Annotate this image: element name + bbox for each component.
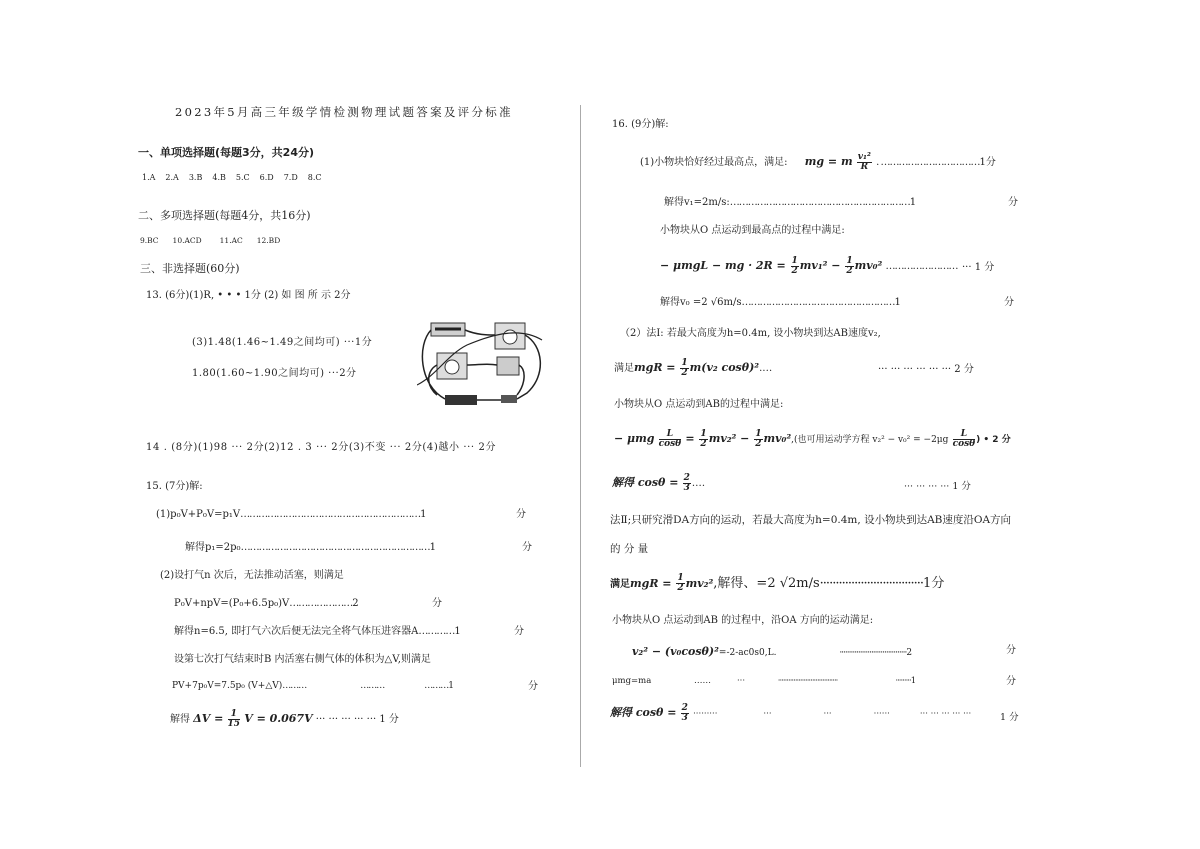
q16-line2: 解得v₁=2m/s:……………………………………………………1 — [664, 197, 917, 208]
q15-line4: P₀V+npV=(P₀+6.5p₀)V…………………2 — [174, 598, 359, 609]
q16-line2-unit: 分 — [1008, 197, 1018, 208]
q15-line5: 解得n=6.5, 即打气六次后便无法完全将气体压进容器A…………1 — [174, 626, 461, 637]
answer: 1.A — [142, 173, 156, 182]
section-1-heading: 一、单项选择题(每题3分，共24分) — [138, 146, 315, 159]
answer: 8.C — [307, 173, 322, 182]
q14-line: 14 . (8分)(1)98 ··· 2分(2)12 . 3 ··· 2分(3)不变 ··· 2分(4)越小 ··· 2分 — [146, 442, 497, 453]
q15-line6: 设第七次打气结束时B 内活塞右侧气体的体积为△V,则满足 — [174, 654, 431, 665]
q16-line4-score: ··· 1 分 — [962, 262, 995, 273]
section-2-answers — [140, 236, 280, 245]
q16-line11: 法Ⅱ;只研究滑DA方向的运动，若最大高度为h=0.4m, 设小物块到达AB速度沿OA方向 — [610, 514, 1012, 526]
q15-line1-unit: 分 — [516, 509, 526, 520]
switch — [501, 395, 517, 403]
q16-line4: − μmgL − mg · 2R = $\frac{1}{2}$ mv₁² − $\frac{1}{2}$ mv₀² …………………… — [660, 256, 958, 276]
q15-heading: 15. (7分)解: — [146, 481, 203, 492]
q16-line3: 小物块从O 点运动到最高点的过程中满足: — [660, 225, 845, 236]
q15-line4-unit: 分 — [432, 598, 442, 609]
q16-line10: 解得 cosθ = $\frac{2}{3}$ .… — [612, 473, 706, 493]
q15-line1: (1)p₀V+P₀V=p₁V……………………………………………………1 — [156, 509, 427, 520]
q13-line3: 1.80(1.60~1.90之间均可) ···2分 — [192, 368, 357, 379]
q15-line3: (2)设打气n 次后，无法推动活塞，则满足 — [160, 570, 344, 581]
q15-line2: 解得p₁=2p₀………………………………………………………1 — [185, 542, 436, 553]
q16-line8: 小物块从O 点运动到AB的过程中满足: — [614, 399, 784, 410]
circuit-diagram — [417, 315, 547, 410]
q16-line17: 解得 cosθ = $\frac{2}{3}$ ········· ··· ··· ······ ··· ··· ··· ··· ··· — [610, 703, 972, 723]
q16-line15-unit: 分 — [1006, 645, 1016, 656]
section-3-heading: 三、非选择题(60分) — [140, 262, 240, 275]
q16-line16-unit: 分 — [1006, 676, 1016, 687]
answer: 2.A — [165, 173, 179, 182]
q15-line8: 解得 ΔV = $\frac{1}{15}$ V = 0.067V ··· ··· ··· ··· ··· 1 分 — [170, 709, 399, 729]
page-title: 2023年5月高三年级学情检测物理试题答案及评分标准 — [175, 105, 513, 119]
q16-line17-score: 1 分 — [1000, 712, 1019, 723]
q15-line7: PV+7p₀V=7.5p₀ (V+△V)……… ……… ………1 — [172, 681, 454, 691]
q13-line2: (3)1.48(1.46~1.49之间均可) ···1分 — [192, 337, 373, 348]
q16-line6: （2）法I: 若最大高度为h=0.4m, 设小物块到达AB速度v₂, — [620, 328, 881, 339]
answer: 7.D — [283, 173, 298, 182]
answer: 4.B — [212, 173, 226, 182]
q13-line1: 13. (6分)(1)R, • • • 1分 (2) 如 图 所 示 2分 — [146, 290, 351, 301]
section-2-heading: 二、多项选择题(每题4分，共16分) — [138, 209, 311, 222]
q16-line15: v₂² − (v₀cosθ)²=-2-ac0s0,L. ····································2 — [632, 645, 913, 658]
column-divider — [580, 105, 581, 767]
q16-line5-unit: 分 — [1004, 297, 1014, 308]
answer: 11.AC — [219, 236, 243, 245]
q15-line2-unit: 分 — [522, 542, 532, 553]
battery — [445, 395, 477, 405]
q16-line1: (1)小物块恰好经过最高点，满足: mg = m $\frac{\text{v₁²}}{R}$ . ……………………………1分 — [640, 152, 996, 172]
answer: 3.B — [188, 173, 203, 182]
answer: 9.BC — [140, 236, 159, 245]
q16-line7: 满足mgR = $\frac{1}{2}$ m(v₂ cosθ)².… — [614, 358, 773, 378]
q15-line5-unit: 分 — [514, 626, 524, 637]
q16-line7-score: ··· ··· ··· ··· ··· ··· 2 分 — [878, 364, 974, 375]
answer: 5.C — [235, 173, 250, 182]
q16-line9: − μmg $\frac{L}{\cos\theta}$ = $\frac{1}{2}$ mv₂² − $\frac{1}{2}$ mv₀²,(也可用运动学方程 v₂² − v₀² = −2μg $\frac{L}{\cos\theta}$ ) • 2 分 — [614, 429, 1011, 449]
q16-line14: 小物块从O 点运动到AB 的过程中，沿OA 方向的运动满足: — [612, 615, 874, 626]
q16-line10-score: ··· ··· ··· ··· 1 分 — [904, 481, 971, 492]
resistor-box — [497, 357, 519, 375]
q16-line5: 解得v₀ =2 √6m/s……………………………………………1 — [660, 297, 901, 308]
section-1-answers — [142, 173, 322, 183]
q16-line13: 满足mgR = $\frac{1}{2}$ mv₂²,解得、=2 √2m/s·································1分 — [610, 573, 945, 593]
q15-line7-unit: 分 — [528, 681, 538, 692]
q16-heading: 16. (9分)解: — [612, 119, 669, 130]
answer: 10.ACD — [172, 236, 202, 245]
answer: 12.BD — [256, 236, 281, 245]
q16-line16: μmg=ma …… ··· ··································· ·········1 — [612, 676, 917, 686]
answer: 6.D — [259, 173, 274, 182]
q16-line12: 的 分 量 — [610, 543, 649, 555]
